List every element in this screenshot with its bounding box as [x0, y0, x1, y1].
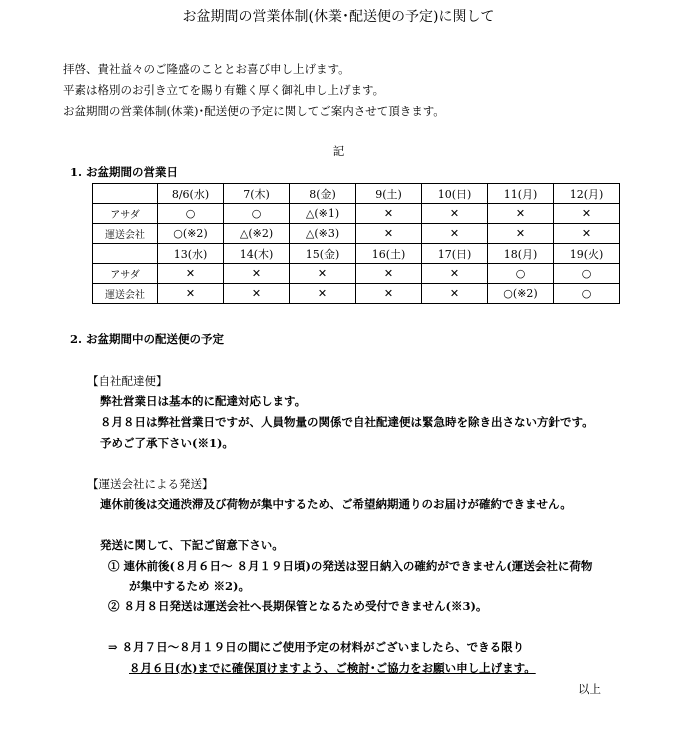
status-cell: △(※3)	[290, 224, 356, 244]
table-corner-cell	[93, 184, 158, 204]
greeting-line-2: 平素は格別のお引き立てを賜り有難く厚く御礼申し上げます。	[63, 83, 385, 97]
own-delivery-line-1: 弊社営業日は基本的に配達対応します。	[100, 394, 307, 408]
status-cell: ○	[158, 204, 224, 224]
status-cell: ✕	[422, 204, 488, 224]
own-delivery-line-3: 予めご了承下さい(※1)。	[100, 436, 234, 450]
greeting-line-3: お盆期間の営業体制(休業)･配送便の予定に関してご案内させて頂きます。	[63, 104, 445, 118]
table-row	[93, 184, 620, 204]
status-cell: ✕	[356, 204, 422, 224]
request-line-2: ８月６日(水)までに確保頂けますよう、ご検討･ご協力をお願い申し上げます。	[129, 661, 536, 675]
section1-title: 1. お盆期間の営業日	[70, 165, 179, 179]
status-cell: ✕	[356, 224, 422, 244]
row-label: 運送会社	[93, 224, 158, 244]
note-item-1-line-1: ① 連休前後(８月６日～ ８月１９日頃)の発送は翌日納入の確約ができません(運送会社に荷物	[108, 559, 593, 573]
status-cell: ✕	[356, 264, 422, 284]
carrier-line: 連休前後は交通渋滞及び荷物が集中するため、ご希望納期通りのお届けが確約できません。	[100, 497, 572, 511]
status-cell: ✕	[554, 204, 620, 224]
status-cell: ○(※2)	[488, 284, 554, 304]
date-cell: 11(月)	[488, 184, 554, 204]
row-label: アサダ	[93, 204, 158, 224]
date-cell: 18(月)	[488, 244, 554, 264]
notes-intro: 発送に関して、下記ご留意下さい。	[100, 538, 284, 552]
ki-label: 記	[332, 144, 345, 158]
date-cell: 16(土)	[356, 244, 422, 264]
status-cell: △(※1)	[290, 204, 356, 224]
row-label: アサダ	[93, 264, 158, 284]
table-row	[93, 284, 620, 304]
date-cell: 12(月)	[554, 184, 620, 204]
status-cell: ✕	[224, 264, 290, 284]
status-cell: △(※2)	[224, 224, 290, 244]
date-cell: 7(木)	[224, 184, 290, 204]
status-cell: ✕	[158, 264, 224, 284]
status-cell: ✕	[488, 224, 554, 244]
date-cell: 10(日)	[422, 184, 488, 204]
section2-title: 2. お盆期間中の配送便の予定	[70, 332, 225, 346]
status-cell: ○	[554, 264, 620, 284]
date-cell: 19(火)	[554, 244, 620, 264]
status-cell: ✕	[356, 284, 422, 304]
row-label: 運送会社	[93, 284, 158, 304]
status-cell: ○	[488, 264, 554, 284]
table-corner-cell	[93, 244, 158, 264]
date-cell: 9(土)	[356, 184, 422, 204]
document-title: お盆期間の営業体制(休業･配送便の予定)に関して	[182, 9, 495, 25]
status-cell: ✕	[290, 264, 356, 284]
date-cell: 8/6(水)	[158, 184, 224, 204]
status-cell: ✕	[422, 264, 488, 284]
date-cell: 17(日)	[422, 244, 488, 264]
status-cell: ✕	[224, 284, 290, 304]
date-cell: 13(水)	[158, 244, 224, 264]
table-row	[93, 224, 620, 244]
date-cell: 14(木)	[224, 244, 290, 264]
status-cell: ✕	[158, 284, 224, 304]
status-cell: ○	[224, 204, 290, 224]
status-cell: ○(※2)	[158, 224, 224, 244]
own-delivery-line-2: ８月８日は弊社営業日ですが、人員物量の関係で自社配達便は緊急時を除き出さない方針です。	[100, 415, 594, 429]
own-delivery-heading: 【自社配達便】	[87, 374, 168, 388]
date-cell: 15(金)	[290, 244, 356, 264]
status-cell: ✕	[422, 224, 488, 244]
business-days-table	[92, 183, 620, 304]
closing-text: 以上	[578, 682, 601, 696]
request-line-1: ⇒ ８月７日～８月１９日の間にご使用予定の材料がございましたら、できる限り	[108, 640, 525, 654]
greeting-line-1: 拝啓、貴社益々のご隆盛のこととお喜び申し上げます。	[63, 62, 350, 76]
status-cell: ✕	[422, 284, 488, 304]
table-row	[93, 244, 620, 264]
date-cell: 8(金)	[290, 184, 356, 204]
note-item-2: ② ８月８日発送は運送会社へ長期保管となるため受付できません(※3)。	[108, 599, 488, 613]
status-cell: ○	[554, 284, 620, 304]
status-cell: ✕	[554, 224, 620, 244]
table-row	[93, 204, 620, 224]
carrier-heading: 【運送会社による発送】	[87, 477, 214, 491]
status-cell: ✕	[290, 284, 356, 304]
status-cell: ✕	[488, 204, 554, 224]
note-item-1-line-2: が集中するため ※2)。	[129, 579, 250, 593]
table-row	[93, 264, 620, 284]
